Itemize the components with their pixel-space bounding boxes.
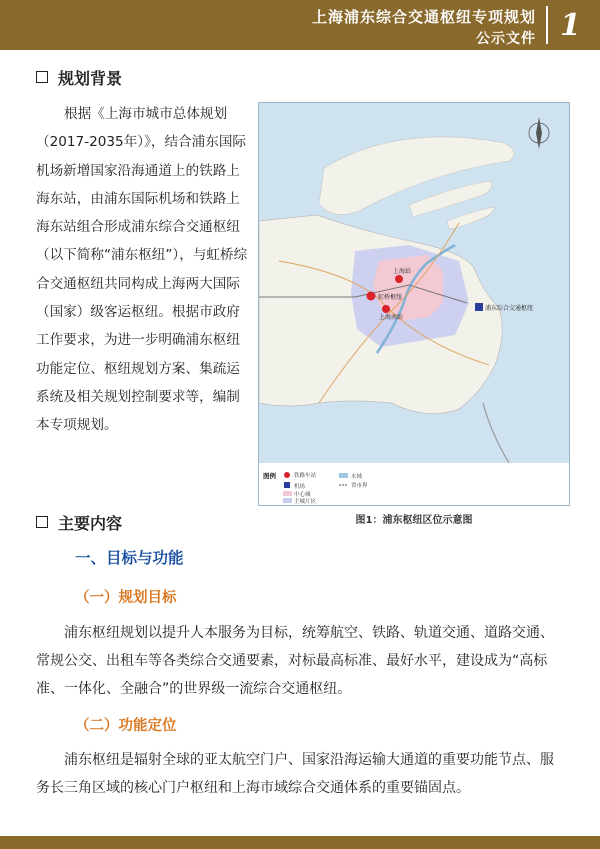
checkbox-square-icon xyxy=(36,516,48,528)
section-heading-text: 主要内容 xyxy=(58,514,123,533)
checkbox-square-icon xyxy=(36,71,48,83)
hongqiao-label: 虹桥枢纽 xyxy=(378,294,403,301)
figure-caption: 图1：浦东枢纽区位示意图 xyxy=(355,515,473,526)
shanghai-south-label: 上海南站 xyxy=(379,314,404,321)
chapter-title: 一、目标与功能 xyxy=(75,549,184,567)
subsection-title-goal: （一）规划目标 xyxy=(75,590,177,606)
subsection-title-function: （二）功能定位 xyxy=(75,718,177,734)
legend-label: 主城片区 xyxy=(294,499,317,505)
legend-label: 省市界 xyxy=(351,483,368,489)
function-paragraph: 浦东枢纽是辐射全球的亚太航空门户、国家沿海运输大通道的重要功能节点、服务长三角区域的核心门户枢纽和上海市域综合交通体系的重要锚固点。 xyxy=(36,752,554,796)
document-title: 上海浦东综合交通枢纽专项规划 xyxy=(311,8,536,26)
map-svg xyxy=(259,103,569,505)
location-map xyxy=(258,102,570,506)
header-divider xyxy=(546,6,548,44)
legend-label: 水域 xyxy=(351,474,363,480)
legend-title: 图例 xyxy=(263,472,276,480)
background-paragraph: 根据《上海市城市总体规划（2017-2035年）》，结合浦东国际机场新增国家沿海通道上的铁路上海东站，由浦东国际机场和铁路上海东站组合形成浦东综合交通枢纽（以下简称“浦东枢纽”），与虹桥综合交通枢纽共同构成上海两大国际（国家）级客运枢纽。根据市政府工作要求，为进一步明确浦东枢纽功能定位、枢纽规划方案、集疏运系统及相关规划控制要求等，编制本专项规划。 xyxy=(36,106,248,434)
section-heading-main-content xyxy=(36,511,122,534)
page-number: 1 xyxy=(560,8,581,43)
goal-paragraph: 浦东枢纽规划以提升人本服务为目标，统筹航空、铁路、轨道交通、道路交通、常规公交、出租车等各类综合交通要素，对标最高标准、最好水平，建设成为“高标准、一体化、全融合”的世界级一流综合交通枢纽。 xyxy=(36,625,554,697)
header-bar xyxy=(0,0,600,50)
legend-label: 中心城 xyxy=(294,492,311,498)
pudong-hub-label: 浦东综合交通枢纽 xyxy=(485,305,534,312)
document-subtitle: 公示文件 xyxy=(476,31,536,47)
footer-bar xyxy=(0,836,600,849)
section-heading-background xyxy=(36,66,122,89)
legend-label: 铁路车站 xyxy=(294,473,317,479)
legend-label: 机场 xyxy=(294,484,306,490)
shanghai-station-label: 上海站 xyxy=(393,268,412,275)
section-heading-text: 规划背景 xyxy=(58,69,123,88)
